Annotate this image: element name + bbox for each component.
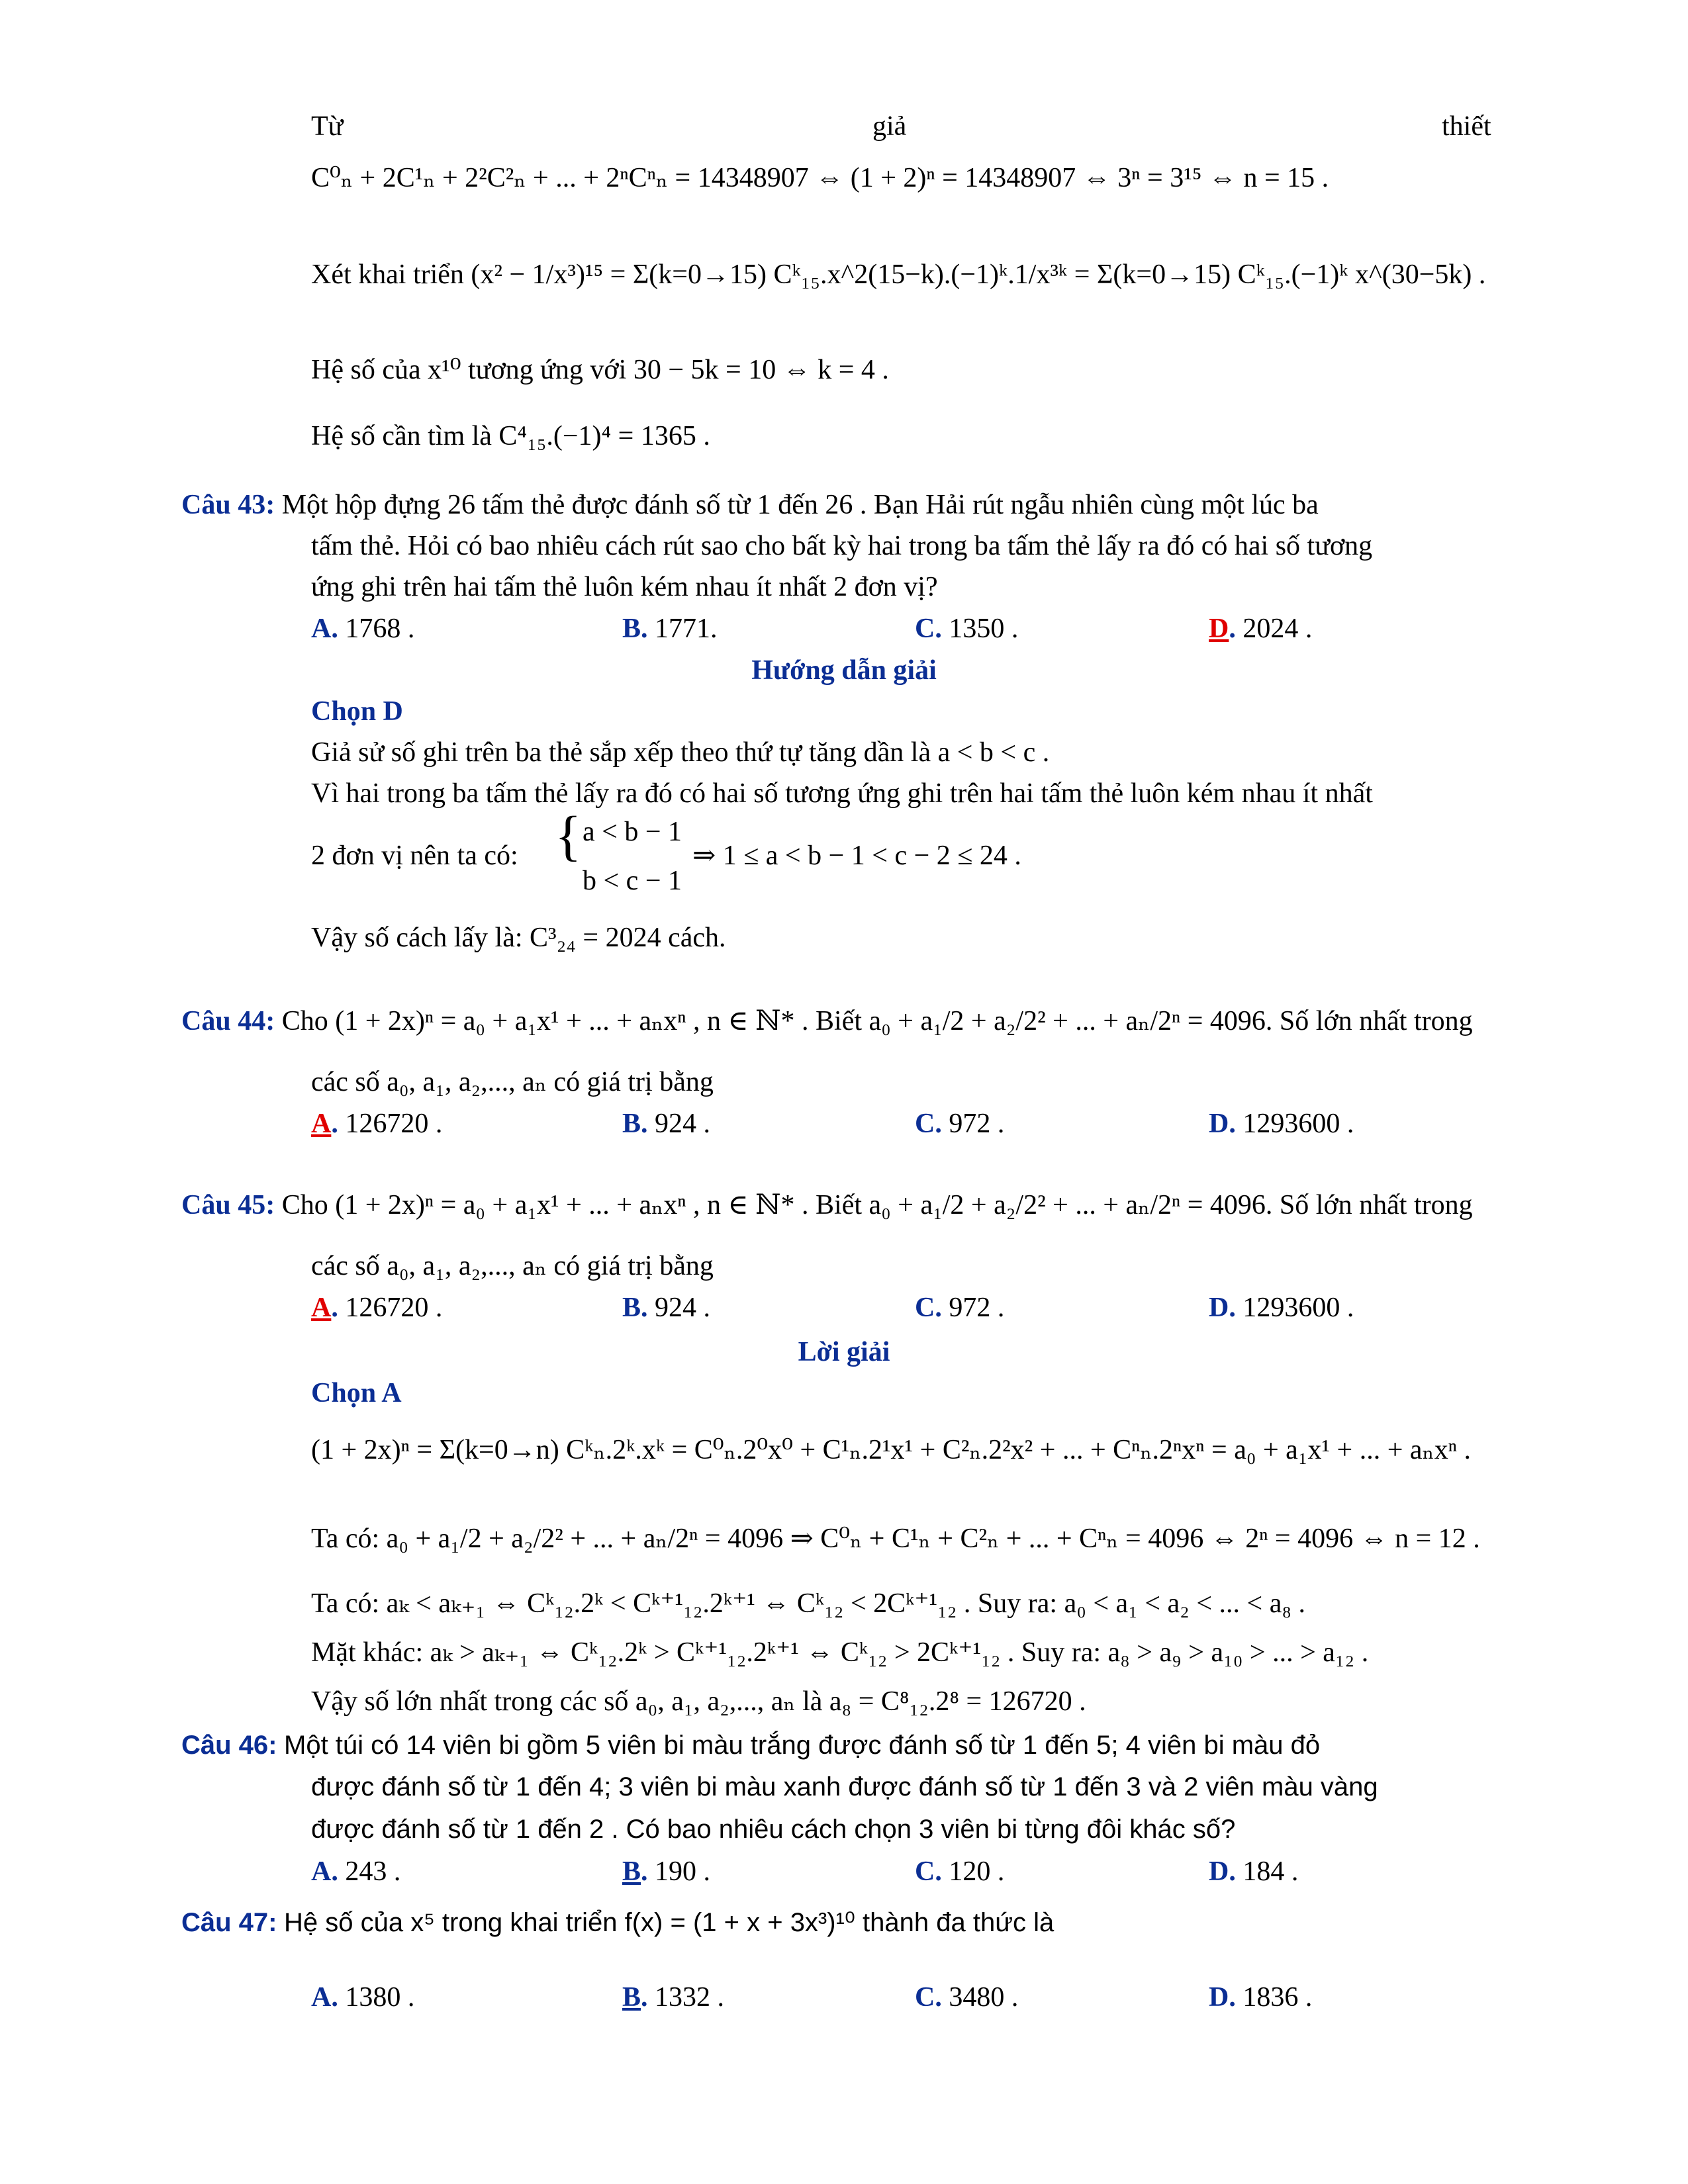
- system-brace: {: [555, 805, 582, 867]
- q47-option-b-value: 1332 .: [655, 1982, 725, 2013]
- question-46-text-line1: Một túi có 14 viên bi gồm 5 viên bi màu trắng được đánh số từ 1 đến 5; 4 viên bi màu đỏ: [284, 1731, 1321, 1760]
- intro-word-1: Từ: [311, 111, 344, 142]
- q47-option-b-letter: B: [622, 1982, 641, 2013]
- question-46-label: Câu 46:: [181, 1731, 277, 1760]
- q44-option-c-value: 972 .: [949, 1109, 1005, 1139]
- q46-option-d[interactable]: [1209, 1856, 1298, 1888]
- q43-solution-line1: Giả sử số ghi trên ba thẻ sắp xếp theo thứ tự tăng dần là a < b < c .: [311, 737, 1050, 768]
- q43-option-d-value: 2024 .: [1243, 614, 1313, 644]
- q43-option-a-value: 1768 .: [345, 614, 415, 644]
- q47-option-a[interactable]: [311, 1981, 414, 2013]
- q47-option-c[interactable]: [915, 1981, 1018, 2013]
- q43-option-b[interactable]: [622, 613, 718, 645]
- q46-option-b[interactable]: [622, 1856, 710, 1888]
- q44-option-d[interactable]: [1209, 1108, 1354, 1140]
- q46-option-c-letter: C.: [915, 1856, 942, 1887]
- question-46-text-line2: được đánh số từ 1 đến 4; 3 viên bi màu xanh được đánh số từ 1 đến 3 và 2 viên màu vàng: [311, 1772, 1378, 1801]
- q47-option-d-letter: D.: [1209, 1982, 1236, 2013]
- q44-option-c-letter: C.: [915, 1109, 942, 1139]
- q44-option-a-letter: A: [311, 1109, 332, 1139]
- q45-option-b[interactable]: [622, 1292, 710, 1324]
- question-44-text-line1: Cho (1 + 2x)ⁿ = a₀ + a₁x¹ + ... + aₙxⁿ , n ∈ ℕ* . Biết a₀ + a₁/2 + a₂/2² + ... + aₙ/2ⁿ = 4096. Số lớn nhất trong: [281, 1006, 1473, 1036]
- q45-option-a-dot: .: [331, 1293, 338, 1323]
- q44-option-a[interactable]: [311, 1108, 442, 1140]
- q43-option-d[interactable]: [1209, 613, 1312, 645]
- q44-option-b-value: 924 .: [655, 1109, 711, 1139]
- q46-option-a-value: 243 .: [345, 1856, 401, 1887]
- question-47-text-line1: Hệ số của x⁵ trong khai triển f(x) = (1 + x + 3x³)¹⁰ thành đa thức là: [284, 1908, 1055, 1937]
- question-45: [181, 1189, 1473, 1222]
- q43-option-c[interactable]: [915, 613, 1018, 645]
- q45-solution-heading: Lời giải: [798, 1337, 890, 1367]
- q46-option-a-letter: A.: [311, 1856, 338, 1887]
- q45-option-c[interactable]: [915, 1292, 1004, 1324]
- q47-option-b-dot: .: [641, 1982, 648, 2013]
- q46-option-d-letter: D.: [1209, 1856, 1236, 1887]
- question-44-label: Câu 44:: [181, 1006, 275, 1036]
- q46-option-b-dot: .: [641, 1856, 648, 1887]
- q47-option-a-letter: A.: [311, 1982, 338, 2013]
- q46-option-c[interactable]: [915, 1856, 1004, 1888]
- q43-option-d-dot: .: [1229, 614, 1236, 644]
- q45-solution-line2: Ta có: a₀ + a₁/2 + a₂/2² + ... + aₙ/2ⁿ = 4096 ⇒ C⁰ₙ + C¹ₙ + C²ₙ + ... + Cⁿₙ = 4096 ⇔ 2ⁿ = 4096 ⇔ n = 12 .: [311, 1524, 1480, 1554]
- q44-option-d-letter: D.: [1209, 1109, 1236, 1139]
- q45-option-a-letter: A: [311, 1293, 332, 1323]
- q43-option-a[interactable]: [311, 613, 414, 645]
- q43-option-c-letter: C.: [915, 614, 942, 644]
- q45-solution-line4: Mặt khác: aₖ > aₖ₊₁ ⇔ Cᵏ₁₂.2ᵏ > Cᵏ⁺¹₁₂.2ᵏ⁺¹ ⇔ Cᵏ₁₂ > 2Cᵏ⁺¹₁₂ . Suy ra: a₈ > a₉ > a₁₀ > ... > a₁₂ .: [311, 1637, 1369, 1668]
- q47-option-a-value: 1380 .: [345, 1982, 415, 2013]
- expansion-statement: Xét khai triển (x² − 1/x³)¹⁵ = Σ(k=0→15) Cᵏ₁₅.x^2(15−k).(−1)ᵏ.1/x³ᵏ = Σ(k=0→15) Cᵏ₁₅.(−1)ᵏ x^(30−5k) .: [311, 259, 1486, 290]
- question-44-text-line2: các số a₀, a₁, a₂,..., aₙ có giá trị bằng: [311, 1067, 714, 1097]
- q43-solution-line2: Vì hai trong ba tấm thẻ lấy ra đó có hai số tương ứng ghi trên hai tấm thẻ luôn kém nhau ít nhất: [311, 778, 1373, 809]
- q44-option-d-value: 1293600 .: [1243, 1109, 1354, 1139]
- q47-option-d-value: 1836 .: [1243, 1982, 1313, 2013]
- q47-option-d[interactable]: [1209, 1981, 1312, 2013]
- q45-option-c-letter: C.: [915, 1293, 942, 1323]
- q43-option-b-value: 1771.: [655, 614, 718, 644]
- q43-option-b-letter: B.: [622, 614, 648, 644]
- coefficient-condition: Hệ số của x¹⁰ tương ứng với 30 − 5k = 10 ⇔ k = 4 .: [311, 355, 889, 385]
- question-46: [181, 1729, 1320, 1762]
- q45-option-d[interactable]: [1209, 1292, 1354, 1324]
- q45-answer-choice: Chọn A: [311, 1378, 402, 1408]
- question-45-text-line2: các số a₀, a₁, a₂,..., aₙ có giá trị bằng: [311, 1251, 714, 1281]
- q46-option-d-value: 184 .: [1243, 1856, 1299, 1887]
- question-44: [181, 1005, 1473, 1038]
- q43-solution-heading: Hướng dẫn giải: [751, 655, 937, 686]
- q45-solution-line5: Vậy số lớn nhất trong các số a₀, a₁, a₂,..., aₙ là a₈ = C⁸₁₂.2⁸ = 126720 .: [311, 1686, 1086, 1717]
- q46-option-b-value: 190 .: [655, 1856, 711, 1887]
- q45-solution-line1: (1 + 2x)ⁿ = Σ(k=0→n) Cᵏₙ.2ᵏ.xᵏ = C⁰ₙ.2⁰x⁰ + C¹ₙ.2¹x¹ + C²ₙ.2²x² + ... + Cⁿₙ.2ⁿxⁿ = a₀ + a₁x¹ + ... + aₙxⁿ .: [311, 1435, 1471, 1465]
- q44-option-a-value: 126720 .: [345, 1109, 443, 1139]
- q45-solution-line3: Ta có: aₖ < aₖ₊₁ ⇔ Cᵏ₁₂.2ᵏ < Cᵏ⁺¹₁₂.2ᵏ⁺¹ ⇔ Cᵏ₁₂ < 2Cᵏ⁺¹₁₂ . Suy ra: a₀ < a₁ < a₂ < ... < a₈ .: [311, 1588, 1305, 1619]
- q44-option-c[interactable]: [915, 1108, 1004, 1140]
- system-inequality-1: a < b − 1: [583, 817, 682, 847]
- q47-option-c-value: 3480 .: [949, 1982, 1019, 2013]
- q45-option-a[interactable]: [311, 1292, 442, 1324]
- q43-option-d-letter: D: [1209, 614, 1229, 644]
- q44-option-b-letter: B.: [622, 1109, 648, 1139]
- question-47: [181, 1906, 1054, 1939]
- q43-answer-choice: Chọn D: [311, 696, 403, 727]
- q43-solution-line3-result: ⇒ 1 ≤ a < b − 1 < c − 2 ≤ 24 .: [692, 841, 1021, 871]
- q43-solution-line3-lead: 2 đơn vị nên ta có:: [311, 841, 518, 871]
- q43-solution-line4: Vậy số cách lấy là: C³₂₄ = 2024 cách.: [311, 923, 726, 953]
- q45-option-b-letter: B.: [622, 1293, 648, 1323]
- question-43-text-line1: Một hộp đựng 26 tấm thẻ được đánh số từ 1 đến 26 . Bạn Hải rút ngẫu nhiên cùng một lúc ba: [281, 490, 1319, 520]
- system-inequality-2: b < c − 1: [583, 866, 682, 896]
- q45-option-d-value: 1293600 .: [1243, 1293, 1354, 1323]
- q46-option-a[interactable]: [311, 1856, 400, 1888]
- question-43: [181, 488, 1319, 522]
- q43-option-a-letter: A.: [311, 614, 338, 644]
- question-47-label: Câu 47:: [181, 1908, 277, 1937]
- question-45-label: Câu 45:: [181, 1190, 275, 1220]
- q45-option-b-value: 924 .: [655, 1293, 711, 1323]
- q45-option-d-letter: D.: [1209, 1293, 1236, 1323]
- q47-option-c-letter: C.: [915, 1982, 942, 2013]
- q43-option-c-value: 1350 .: [949, 614, 1019, 644]
- q46-option-b-letter: B: [622, 1856, 641, 1887]
- question-43-label: Câu 43:: [181, 490, 275, 520]
- question-46-text-line3: được đánh số từ 1 đến 2 . Có bao nhiêu cách chọn 3 viên bi từng đôi khác số?: [311, 1815, 1236, 1844]
- q44-option-a-dot: .: [331, 1109, 338, 1139]
- q45-option-a-value: 126720 .: [345, 1293, 443, 1323]
- q47-option-b[interactable]: [622, 1981, 724, 2013]
- question-43-text-line2: tấm thẻ. Hỏi có bao nhiêu cách rút sao cho bất kỳ hai trong ba tấm thẻ lấy ra đó có hai số tương: [311, 531, 1373, 561]
- q44-option-b[interactable]: [622, 1108, 710, 1140]
- intro-word-3: thiết: [1442, 111, 1491, 142]
- q45-option-c-value: 972 .: [949, 1293, 1005, 1323]
- question-45-text-line1: Cho (1 + 2x)ⁿ = a₀ + a₁x¹ + ... + aₙxⁿ , n ∈ ℕ* . Biết a₀ + a₁/2 + a₂/2² + ... + aₙ/2ⁿ = 4096. Số lớn nhất trong: [281, 1190, 1473, 1220]
- coefficient-result: Hệ số cần tìm là C⁴₁₅.(−1)⁴ = 1365 .: [311, 421, 710, 451]
- binomial-sum-equation: C⁰ₙ + 2C¹ₙ + 2²C²ₙ + ... + 2ⁿCⁿₙ = 14348907 ⇔ (1 + 2)ⁿ = 14348907 ⇔ 3ⁿ = 3¹⁵ ⇔ n = 15 .: [311, 163, 1329, 193]
- intro-word-2: giả: [872, 111, 907, 142]
- q46-option-c-value: 120 .: [949, 1856, 1005, 1887]
- question-43-text-line3: ứng ghi trên hai tấm thẻ luôn kém nhau ít nhất 2 đơn vị?: [311, 572, 938, 602]
